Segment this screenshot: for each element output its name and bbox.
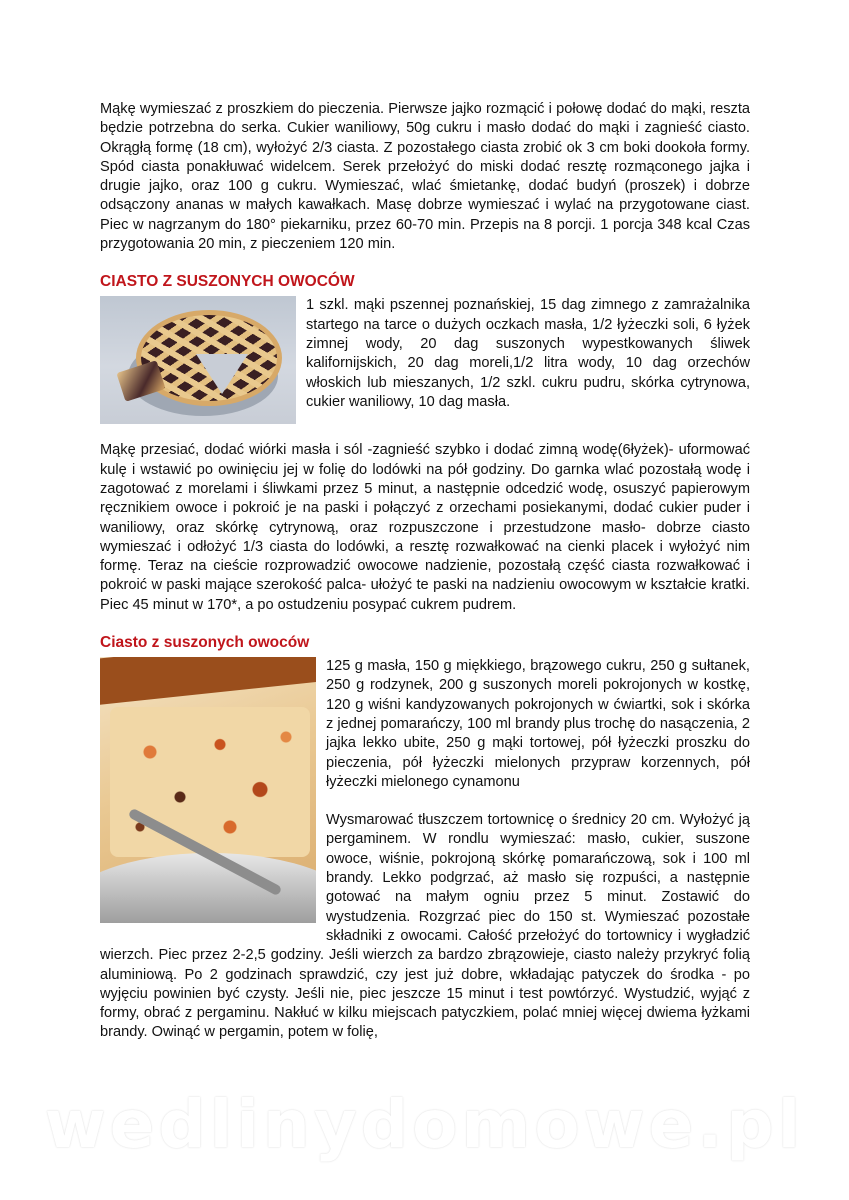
site-watermark: wedlinydomowe.pl xyxy=(44,1086,805,1163)
recipe2-title: Ciasto z suszonych owoców xyxy=(100,634,310,652)
cake-plate xyxy=(100,853,316,923)
cake-crust xyxy=(100,657,316,706)
recipe2-method: Wysmarować tłuszczem tortownicę o średnicy 20 cm. Wyłożyć ją pergaminem. W rondlu wymieszać: masło, cukier, suszone owoce, wiśnie, pokrojoną skórkę pomarańczową, sok i 100 ml brandy. Lekko podgrzać, aż masło się rozpuści, a następnie gotować na małym ogniu przez 5 minut. Zostawić do wystudzenia. Rozgrzać piec do 150 st. Wymieszać pozostałe składniki z owocami. Całość przełożyć do tortownicy i wygładzić wierzch. Piec przez 2-2,5 godziny. Jeśli wierzch za bardzo zbrązowieje, ciasto należy przykryć folią aluminiową. Po 2 godzinach sprawdzić, czy jest już dobre, wkładając patyczek do środka - po wyjęciu powinien być czysty. Jeśli nie, piec jeszcze 15 minut i test powtórzyć. Wystudzić, wyjąć z formy, obrać z pergaminu. Nakłuć w kilku miejscach patyczkiem, polać mniej więcej dwiema łyżkami brandy. Owinąć w pergamin, potem w folię, xyxy=(100,812,750,1041)
lattice-tart-photo xyxy=(100,296,296,424)
recipe1-title: CIASTO Z SUSZONYCH OWOCÓW xyxy=(100,273,355,291)
tart-cut-slice xyxy=(196,354,248,394)
recipe1-ingredients: 1 szkl. mąki pszennej poznańskiej, 15 dag zimnego z zamrażalnika startego na tarce o dużych oczkach masła, 1/2 łyżeczki soli, 6 łyżek zimnej wody, 20 dag suszonych wypestkowanych śliwek kalifornijskich, 20 dag moreli,1/2 litra wody, 10 dag orzechów włoskich lub mieszanych, 1/2 szkl. cukru pudru, skórka cytrynowa, cukier waniliowy, 10 dag masła. xyxy=(306,297,750,410)
document-page xyxy=(100,100,750,1043)
fruit-cake-photo xyxy=(100,657,316,923)
recipe2-section xyxy=(100,657,750,1043)
recipe1-section xyxy=(100,296,750,432)
recipe1-method: Mąkę przesiać, dodać wiórki masła i sól -zagnieść szybko i dodać zimną wodę(6łyżek)- uformować kulę i wstawić po owinięciu jej w folię do lodówki na pół godziny. Do garnka wlać pozostałą wodę i zagotować z morelami i śliwkami przez 5 minut, a następnie odcedzić wodę, osuszyć papierowym ręcznikiem owoce i pokroić je na paski i połączyć z orzechami posiekanymi, dodać cukier puder i waniliowy, oraz skórkę cytrynową, oraz rozpuszczone i przestudzone masło- dobrze ciasto wymieszać i odłożyć 1/3 ciasta do lodówki, a resztę rozwałkować na cienki placek i wyłożyć nim formę. Teraz na cieście rozprowadzić owocowe nadzienie, pozostałą część ciasta rozwałkować i pokroić w paski mające szerokość palca- ułożyć te paski na nadzieniu owocowym w kształcie kratki. Piec 45 minut w 170*, a po ostudzeniu posypać cukrem pudrem. xyxy=(100,442,750,613)
intro-paragraph: Mąkę wymieszać z proszkiem do pieczenia. Pierwsze jajko rozmącić i połowę dodać do mąki, reszta będzie potrzebna do serka. Cukier waniliowy, 50g cukru i masło dodać do mąki i zagnieść ciasto. Okrągłą formę (18 cm), wyłożyć 2/3 ciasta. Z pozostałego ciasta zrobić ok 3 cm boki dookoła formy. Spód ciasta ponakłuwać widelcem. Serek przełożyć do miski dodać resztę rozmąconego jajka i drugie jajko, oraz 100 g cukru. Wymieszać, wlać śmietankę, dodać budyń (proszek) i dobrze odsączony ananas w małych kawałkach. Masę dobrze wymieszać i wylać na przygotowane ciast. Piec w nagrzanym do 180° piekarniku, przez 60-70 min. Przepis na 8 porcji. 1 porcja 348 kcal Czas przygotowania 20 min, z pieczeniem 120 min. xyxy=(100,101,750,253)
recipe2-ingredients: 125 g masła, 150 g miękkiego, brązowego cukru, 250 g sułtanek, 250 g rodzynek, 200 g suszonych moreli pokrojonych w kostkę, 120 g wiśni kandyzowanych pokrojonych w ćwiartki, sok i skórka z jednej pomarańczy, 100 ml brandy plus trochę do nasączenia, 2 jajka lekko ubite, 250 g mąki tortowej, pół łyżeczki proszku do pieczenia, pół łyżeczki mielonych przypraw korzennych, pół łyżeczki mielonego cynamonu xyxy=(326,658,750,790)
cake-crumb xyxy=(110,707,310,857)
